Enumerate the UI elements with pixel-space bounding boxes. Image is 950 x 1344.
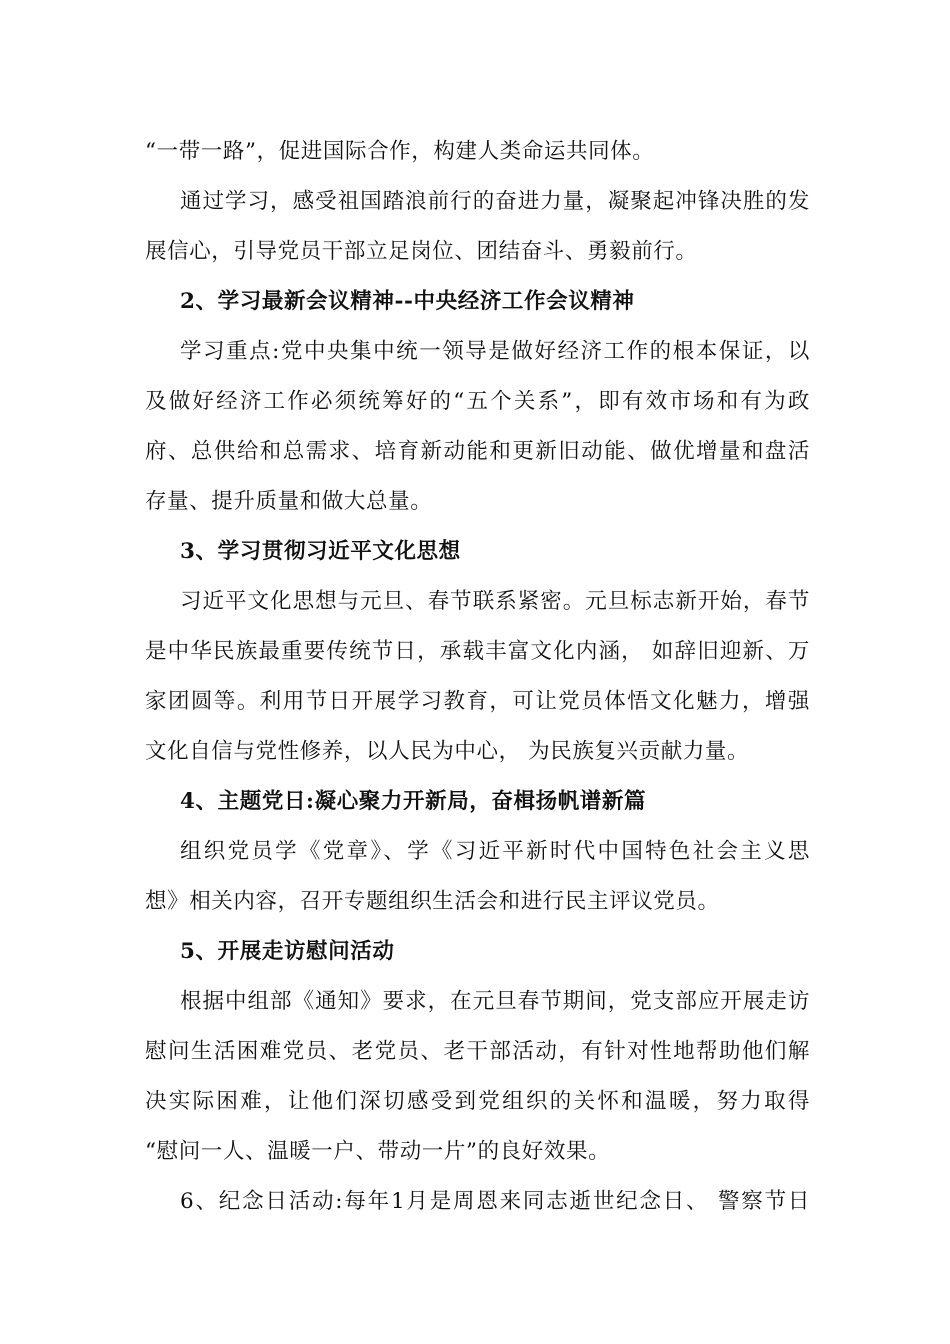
body-line: 家团圆等。利用节日开展学习教育，可让党员体悟文化魅力，增强 — [145, 689, 810, 714]
body-line: 府、总供给和总需求、培育新动能和更新旧动能、做优增量和盘活 — [145, 439, 810, 464]
body-line: 慰问生活困难党员、老党员、老干部活动，有针对性地帮助他们解 — [145, 1039, 810, 1064]
section-heading: 4、主题党日:凝心聚力开新局，奋楫扬帆谱新篇 — [180, 789, 647, 814]
body-line: 习近平文化思想与元旦、春节联系紧密。元旦标志新开始，春节 — [180, 589, 810, 614]
body-line: 是中华民族最重要传统节日，承载丰富文化内涵， 如辞旧迎新、万 — [145, 639, 810, 664]
section-heading: 3、学习贯彻习近平文化思想 — [180, 539, 461, 564]
body-line: 文化自信与党性修养，以人民为中心， 为民族复兴贡献力量。 — [145, 739, 750, 764]
body-line: 想》相关内容，召开专题组织生活会和进行民主评议党员。 — [145, 889, 720, 914]
body-line: 及做好经济工作必须统筹好的“五个关系”，即有效市场和有为政 — [145, 389, 810, 414]
body-line: 决实际困难，让他们深切感受到党组织的关怀和温暖，努力取得 — [145, 1089, 810, 1114]
body-line: “一带一路”，促进国际合作，构建人类命运共同体。 — [145, 139, 655, 164]
body-line: 6、纪念日活动:每年1月是周恩来同志逝世纪念日、 警察节日 — [180, 1189, 810, 1214]
section-heading: 5、开展走访慰问活动 — [180, 939, 395, 964]
body-line: 根据中组部《通知》要求，在元旦春节期间，党支部应开展走访 — [180, 989, 810, 1014]
section-heading: 2、学习最新会议精神--中央经济工作会议精神 — [180, 289, 635, 314]
body-line: “慰问一人、温暖一户、带动一片”的良好效果。 — [145, 1139, 611, 1164]
body-line: 展信心，引导党员干部立足岗位、团结奋斗、勇毅前行。 — [145, 239, 698, 264]
body-line: 通过学习，感受祖国踏浪前行的奋进力量，凝聚起冲锋决胜的发 — [180, 189, 810, 214]
body-line: 学习重点:党中央集中统一领导是做好经济工作的根本保证，以 — [180, 339, 810, 364]
body-line: 存量、提升质量和做大总量。 — [145, 489, 433, 514]
body-line: 组织党员学《党章》、学《习近平新时代中国特色社会主义思 — [180, 839, 810, 864]
